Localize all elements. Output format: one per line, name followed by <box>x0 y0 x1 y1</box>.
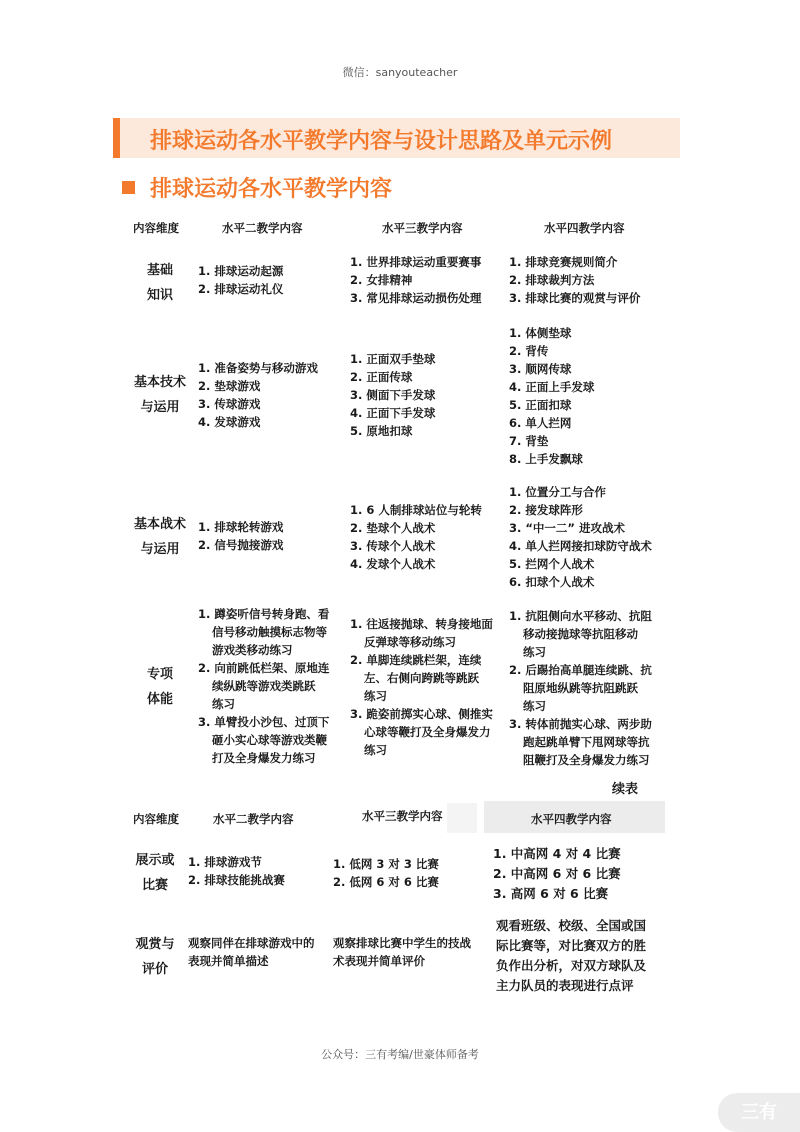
level2-technique-list: 1. 准备姿势与移动游戏 2. 垫球游戏 3. 传球游戏 4. 发球游戏 <box>198 361 318 429</box>
level4-technique-list: 1. 体侧垫球 2. 背传 3. 顺网传球 4. 正面上手发球 5. 正面扣球 6. 单人拦网 7. 背垫 8. 上手发飘球 <box>509 326 595 466</box>
table1-header-level4: 水平四教学内容 <box>544 221 625 235</box>
level2-basic-knowledge-list: 1. 排球运动起源 2. 排球运动礼仪 <box>198 264 284 296</box>
wechat-id: 微信：sanyouteacher <box>342 66 458 79</box>
level2-showcase-list: 1. 排球游戏节 2. 排球技能挑战赛 <box>188 855 285 887</box>
dimension-appreciation: 观赏与 评价 <box>135 937 175 977</box>
table2-header-level2: 水平二教学内容 <box>213 812 294 826</box>
level4-basic-knowledge-list: 1. 排球竞赛规则简介 2. 排球裁判方法 3. 排球比赛的观赏与评价 <box>509 255 641 305</box>
table2-header-shade-small <box>447 803 477 833</box>
level3-technique-list: 1. 正面双手垫球 2. 正面传球 3. 侧面下手发球 4. 正面下手发球 5. 原地扣球 <box>350 352 436 438</box>
dimension-basic-tactics: 基本战术 与运用 <box>133 517 186 557</box>
level4-fitness-list: 1. 抗阻侧向水平移动、抗阻 移动接抛球等抗阻移动 练习 2. 后踢抬高单腿连续跳、抗 阻原地纵跳等抗阻跳跃 练习 3. 转体前抛实心球、两步助 跑起跳单臂下甩网球等抗 阻鞭打及全身爆发力练习 <box>509 609 652 767</box>
level3-fitness-list: 1. 往返接抛球、转身接地面 反弹球等移动练习 2. 单脚连续跳栏架，连续 左、右侧向跨跳等跳跃 练习 3. 跪姿前掷实心球、侧推实 心球等鞭打及全身爆发力 练习 <box>350 617 493 757</box>
brand-badge: 三有 <box>718 1093 800 1132</box>
section-marker <box>122 181 135 194</box>
table2-header-level3: 水平三教学内容 <box>362 809 443 823</box>
level3-showcase-list: 1. 低网 3 对 3 比赛 2. 低网 6 对 6 比赛 <box>333 857 439 889</box>
level4-tactics-list: 1. 位置分工与合作 2. 接发球阵形 3. “中一二” 进攻战术 4. 单人拦网接扣球防守战术 5. 拦网个人战术 6. 扣球个人战术 <box>509 485 652 589</box>
level3-basic-knowledge-list: 1. 世界排球运动重要赛事 2. 女排精神 3. 常见排球运动损伤处理 <box>350 255 482 305</box>
level2-appreciation-text: 观察同伴在排球游戏中的 表现并简单描述 <box>188 936 315 968</box>
level3-appreciation-text: 观察排球比赛中学生的技战 术表现并简单评价 <box>333 936 471 968</box>
level4-showcase-list: 1. 中高网 4 对 4 比赛 2. 中高网 6 对 6 比赛 3. 高网 6 对 6 比赛 <box>493 846 621 901</box>
continued-label: 续表 <box>612 782 639 797</box>
dimension-basic-knowledge: 基础 知识 <box>146 263 173 303</box>
page-title-bar <box>113 118 680 158</box>
table2-header-level4: 水平四教学内容 <box>531 812 612 826</box>
table1-header-level2: 水平二教学内容 <box>222 221 303 235</box>
dimension-basic-technique: 基本技术 与运用 <box>133 375 186 415</box>
level2-fitness-list: 1. 蹲姿听信号转身跑、看 信号移动触摸标志物等 游戏类移动练习 2. 向前跳低栏架、原地连 续纵跳等游戏类跳跃 练习 3. 单臂投小沙包、过顶下 砸小实心球等游戏类鞭 打及全身爆发力练习 <box>198 607 330 765</box>
dimension-special-fitness: 专项 体能 <box>146 667 173 707</box>
section-title: 排球运动各水平教学内容 <box>150 177 393 202</box>
dimension-showcase: 展示或 比赛 <box>135 853 175 893</box>
table2-header-dimension: 内容维度 <box>133 812 179 826</box>
page-title: 排球运动各水平教学内容与设计思路及单元示例 <box>150 129 613 154</box>
level2-tactics-list: 1. 排球轮转游戏 2. 信号抛接游戏 <box>198 520 284 552</box>
level4-appreciation-text: 观看班级、校级、全国或国 际比赛等，对比赛双方的胜 负作出分析，对双方球队及 主力队员的表现进行点评 <box>496 918 647 993</box>
footer-official-account: 公众号：三有考编/世豪体师备考 <box>321 1048 479 1061</box>
table1-header-dimension: 内容维度 <box>133 221 179 235</box>
level3-tactics-list: 1. 6 人制排球站位与轮转 2. 垫球个人战术 3. 传球个人战术 4. 发球个人战术 <box>350 503 482 571</box>
table1-header-level3: 水平三教学内容 <box>382 221 463 235</box>
